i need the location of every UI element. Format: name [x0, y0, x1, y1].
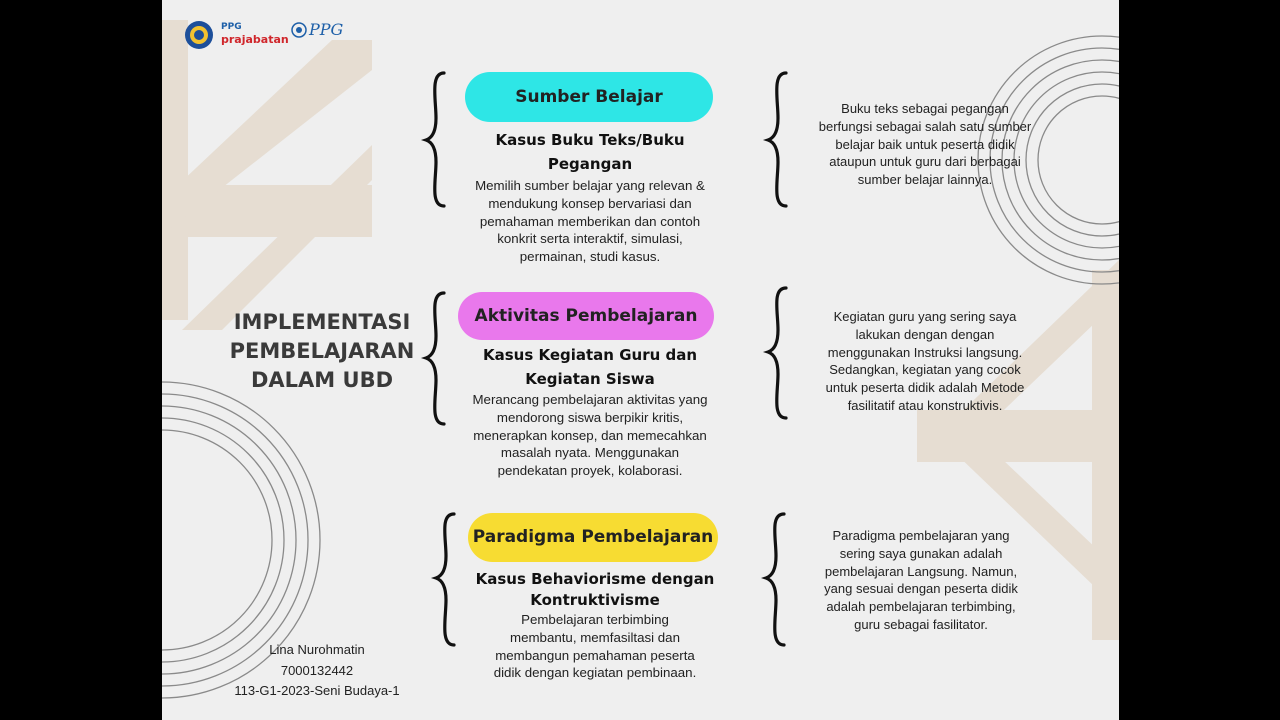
- body-line: membantu, memfasiltasi dan: [510, 629, 680, 645]
- section-subtitle: [452, 343, 728, 391]
- right-brace-1: [768, 73, 786, 206]
- subtitle-line: Kasus Behaviorisme dengan: [475, 570, 715, 588]
- author-name: Lina Nurohmatin: [269, 642, 365, 657]
- right-line: Sedangkan, kegiatan yang cocok: [829, 362, 1021, 378]
- body-line: mendukung konsep bervariasi dan: [488, 195, 692, 211]
- body-line: pendekatan proyek, kolaborasi.: [497, 463, 683, 479]
- right-line: untuk peserta didik adalah Metode: [825, 380, 1025, 396]
- right-line: Buku teks sebagai pegangan: [841, 101, 1009, 116]
- right-line: guru sebagai fasilitator.: [854, 616, 988, 632]
- pill-label: Aktivitas Pembelajaran: [474, 306, 698, 326]
- subtitle-line: Kontruktivisme: [530, 591, 660, 609]
- right-line: sering saya gunakan adalah: [839, 545, 1003, 561]
- section-right-text: [794, 100, 1056, 189]
- body-line: mendorong siswa berpikir kritis,: [496, 409, 684, 425]
- right-line: lakukan dengan dengan: [855, 326, 995, 342]
- section-right-text: [788, 527, 1054, 634]
- body-line: permainan, studi kasus.: [519, 249, 661, 265]
- logo-ppg-label: PPG: [221, 22, 242, 32]
- subtitle-line: Pegangan: [547, 155, 633, 173]
- right-line: belajar baik untuk peserta didik: [835, 136, 1015, 152]
- pill-label: Paradigma Pembelajaran: [472, 527, 714, 547]
- section-subtitle: [458, 128, 722, 176]
- section-body: [438, 391, 742, 480]
- title-line: IMPLEMENTASI: [233, 310, 411, 334]
- author-class: 113-G1-2023-Seni Budaya-1: [234, 683, 400, 698]
- right-line: ataupun untuk guru dari berbagai: [829, 154, 1021, 170]
- logo-prajabatan-label: prajabatan: [221, 33, 289, 46]
- right-brace-2: [768, 288, 786, 418]
- body-line: membangun pemahaman peserta: [495, 647, 695, 663]
- right-line: pembelajaran Langsung. Namun,: [824, 563, 1018, 579]
- author-id: 7000132442: [280, 662, 354, 678]
- right-line: Kegiatan guru yang sering saya: [833, 309, 1017, 324]
- slide: [162, 0, 1119, 720]
- section-body: [452, 611, 738, 682]
- right-line: adalah pembelajaran terbimbing,: [826, 599, 1016, 615]
- pill-paradigma-pembelajaran: [468, 513, 718, 562]
- logo-ppg-wordmark: PPG: [309, 20, 344, 39]
- subtitle-line: Kegiatan Siswa: [525, 370, 655, 388]
- right-line: Paradigma pembelajaran yang: [832, 528, 1010, 543]
- section-body: [438, 177, 742, 266]
- pill-label: Sumber Belajar: [515, 87, 663, 107]
- subtitle-line: Kasus Kegiatan Guru dan: [482, 346, 698, 364]
- right-line: menggunakan Instruksi langsung.: [827, 344, 1023, 360]
- body-line: pemahaman memberikan dan contoh: [479, 213, 701, 229]
- body-line: Pembelajaran terbimbing: [521, 612, 669, 627]
- right-line: fasilitatif atau konstruktivis.: [847, 397, 1003, 413]
- body-line: konkrit serta interaktif, simulasi,: [497, 231, 683, 247]
- subtitle-line: Kasus Buku Teks/Buku: [495, 131, 685, 149]
- body-line: Merancang pembelajaran aktivitas yang: [472, 392, 708, 407]
- title-line: DALAM UBD: [250, 368, 394, 392]
- section-subtitle: [452, 569, 738, 611]
- body-line: menerapkan konsep, dan memecahkan: [473, 427, 707, 443]
- right-line: yang sesuai dengan peserta didik: [824, 581, 1018, 597]
- title-line: PEMBELAJARAN: [229, 339, 415, 363]
- right-line: sumber belajar lainnya.: [857, 172, 993, 188]
- section-right-text: [790, 308, 1060, 415]
- right-line: berfungsi sebagai salah satu sumber: [818, 118, 1032, 134]
- body-line: masalah nyata. Menggunakan: [500, 445, 680, 461]
- body-line: Memilih sumber belajar yang relevan &: [475, 178, 705, 193]
- right-brace-3: [766, 514, 784, 645]
- pill-aktivitas-pembelajaran: [458, 292, 714, 340]
- pill-sumber-belajar: [465, 72, 713, 122]
- body-line: didik dengan kegiatan pembinaan.: [493, 665, 697, 681]
- author-info: [162, 640, 472, 702]
